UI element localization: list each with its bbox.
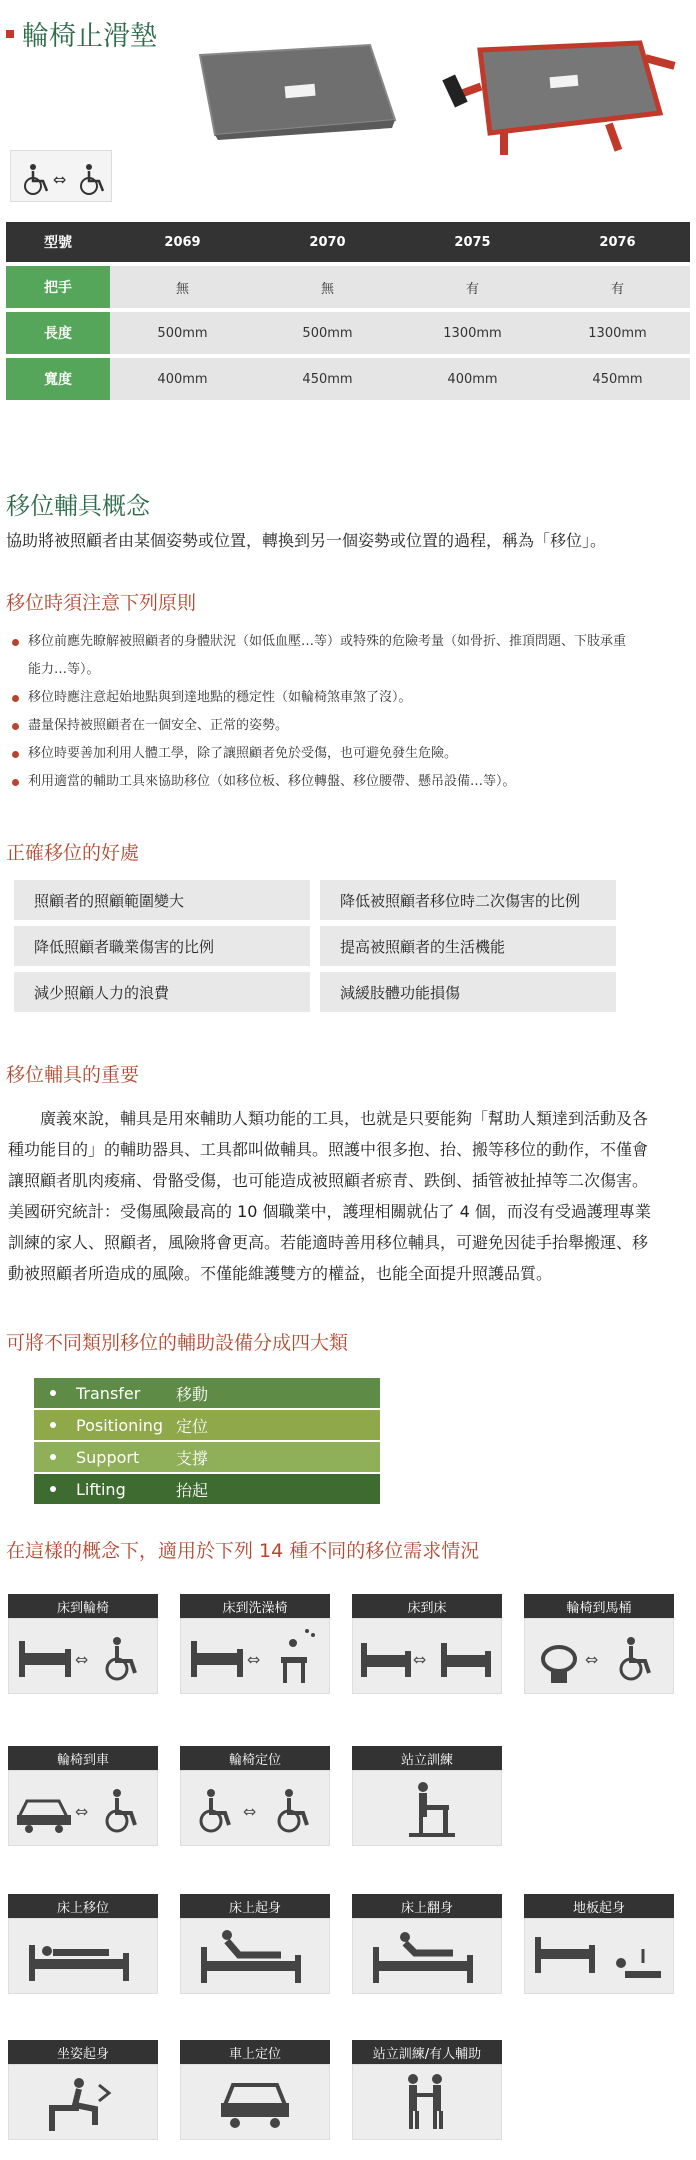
spec-cell: 450mm (592, 371, 643, 387)
category-en: Lifting (76, 1479, 126, 1499)
category-bullet (50, 1422, 56, 1428)
car-positioning-icon (180, 2064, 330, 2140)
situation-label: 床到床 (352, 1594, 502, 1618)
spec-cell: 1300mm (588, 325, 647, 341)
title-bullet (6, 30, 14, 38)
situation-label: 床到洗澡椅 (180, 1594, 330, 1618)
situation-card (180, 1746, 330, 1846)
principle-item: 盡量保持被照顧者在一個安全、正常的姿勢。 (8, 712, 688, 740)
principle-item: 移位時應注意起始地點與到達地點的穩定性（如輪椅煞車煞了沒）。 (8, 684, 688, 712)
importance-line: 美國研究統計：受傷風險最高的 10 個職業中，護理相關就佔了 4 個，而沒有受過護理專業 (8, 1202, 651, 1221)
category-zh: 移動 (176, 1384, 209, 1404)
benefit-item: 減少照顧人力的浪費 (14, 972, 310, 1012)
benefit-item: 減緩肢體功能損傷 (320, 972, 616, 1012)
spec-cell: 400mm (157, 371, 208, 387)
situation-card (180, 2040, 330, 2140)
importance-line: 種功能目的」的輔助器具、工具都叫做輔具。照護中很多抱、抬、搬等移位的動作，不僅會 (8, 1140, 649, 1159)
cushion-image-plain (180, 40, 410, 140)
spec-cell: 400mm (447, 371, 498, 387)
assisted-standing-training-icon (352, 2064, 502, 2140)
sit-up-in-bed-icon (180, 1918, 330, 1994)
category-zh: 支撐 (176, 1448, 209, 1468)
situation-label: 輪椅到馬桶 (524, 1594, 674, 1618)
categories-title: 可將不同類別移位的輔助設備分成四大類 (6, 1332, 349, 1354)
spec-table (6, 222, 690, 404)
spec-cell: 500mm (302, 325, 353, 341)
spec-table-row (6, 266, 690, 308)
category-bullet (50, 1486, 56, 1492)
svg-text:⇔: ⇔ (53, 170, 67, 189)
situation-card (524, 1594, 674, 1694)
svg-text:⇔: ⇔ (75, 1802, 89, 1821)
spec-cell: 有 (610, 281, 624, 297)
benefits-title: 正確移位的好處 (6, 842, 140, 864)
benefit-item: 照顧者的照顧範圍變大 (14, 880, 310, 920)
category-bullet (50, 1454, 56, 1460)
spec-table-header (6, 222, 690, 262)
wheelchair-to-car-icon (8, 1770, 158, 1846)
situation-card (180, 1894, 330, 1994)
situation-label: 站立訓練/有人輔助 (352, 2040, 502, 2064)
situation-card (352, 1746, 502, 1846)
spec-row-label: 寬度 (6, 358, 110, 400)
floor-rising-icon (524, 1918, 674, 1994)
category-lifting (34, 1474, 380, 1504)
situation-label: 床上移位 (8, 1894, 158, 1918)
category-zh: 定位 (176, 1416, 209, 1436)
situation-label: 床上翻身 (352, 1894, 502, 1918)
category-zh: 抬起 (176, 1480, 209, 1500)
svg-text:⇔: ⇔ (585, 1650, 599, 1669)
category-positioning (34, 1410, 380, 1440)
spec-cell: 1300mm (443, 325, 502, 341)
category-bullet (50, 1390, 56, 1396)
category-en: Transfer (76, 1383, 141, 1403)
product-title-text: 輪椅止滑墊 (22, 21, 157, 52)
situation-label: 床到輪椅 (8, 1594, 158, 1618)
situation-card (352, 1894, 502, 1994)
wheelchair-transfer-icon (11, 151, 111, 201)
category-transfer (34, 1378, 380, 1408)
svg-text:⇔: ⇔ (413, 1650, 427, 1669)
situation-label: 輪椅定位 (180, 1746, 330, 1770)
situation-label: 坐姿起身 (8, 2040, 158, 2064)
situation-card (352, 2040, 502, 2140)
benefit-item: 降低被照顧者移位時二次傷害的比例 (320, 880, 616, 920)
standing-training-icon (352, 1770, 502, 1846)
spec-table-row (6, 358, 690, 400)
bed-to-wheelchair-icon (8, 1618, 158, 1694)
cushion-image-handles (440, 38, 680, 158)
spec-cell: 450mm (302, 371, 353, 387)
benefit-item: 提高被照顧者的生活機能 (320, 926, 616, 966)
importance-line: 訓練的家人、照顧者，風險將會更高。若能適時善用移位輔具，可避免因徒手抬舉搬運、移 (8, 1233, 649, 1252)
spec-row-label: 長度 (6, 312, 110, 354)
principle-item-continued: 能力…等）。 (28, 662, 100, 677)
situation-card (352, 1594, 502, 1694)
situations-title: 在這樣的概念下，適用於下列 14 種不同的移位需求情況 (6, 1540, 480, 1562)
spec-header-cell: 2069 (164, 234, 201, 250)
spec-cell: 無 (175, 281, 189, 297)
situation-label: 地板起身 (524, 1894, 674, 1918)
importance-line: 讓照顧者肌肉痠痛、骨骼受傷，也可能造成被照顧者瘀青、跌倒、插管被扯掉等二次傷害。 (8, 1171, 649, 1190)
wheelchair-transfer-icon-box (10, 150, 112, 202)
product-title (6, 14, 157, 53)
category-en: Positioning (76, 1415, 164, 1435)
situation-label: 輪椅到車 (8, 1746, 158, 1770)
situation-label: 車上定位 (180, 2040, 330, 2064)
spec-header-cell: 2075 (454, 234, 491, 250)
bed-to-shower-chair-icon (180, 1618, 330, 1694)
importance-title: 移位輔具的重要 (6, 1064, 140, 1086)
situation-card (8, 1894, 158, 1994)
svg-text:⇔: ⇔ (243, 1802, 257, 1821)
turning-in-bed-icon (352, 1918, 502, 1994)
sit-to-stand-icon (8, 2064, 158, 2140)
wheelchair-to-toilet-icon (524, 1618, 674, 1694)
situation-card (180, 1594, 330, 1694)
situation-card (8, 1746, 158, 1846)
category-en: Support (76, 1447, 140, 1467)
principles-list (8, 628, 688, 796)
spec-cell: 無 (320, 281, 334, 297)
situation-card (8, 1594, 158, 1694)
spec-row-label: 把手 (6, 266, 110, 308)
situation-label: 床上起身 (180, 1894, 330, 1918)
principle-item: 利用適當的輔助工具來協助移位（如移位板、移位轉盤、移位腰帶、懸吊設備…等）。 (8, 768, 688, 796)
importance-line: 動被照顧者所造成的風險。不僅能維護雙方的權益，也能全面提升照護品質。 (8, 1264, 553, 1283)
spec-table-row (6, 312, 690, 354)
category-support (34, 1442, 380, 1472)
spec-header-cell: 2070 (309, 234, 346, 250)
importance-line: 廣義來說，輔具是用來輔助人類功能的工具，也就是只要能夠「幫助人類達到活動及各 (8, 1109, 649, 1128)
svg-text:⇔: ⇔ (247, 1650, 261, 1669)
spec-header-cell: 型號 (44, 235, 72, 251)
importance-paragraph (8, 1103, 688, 1289)
principle-item: 移位時要善加利用人體工學，除了讓照顧者免於受傷，也可避免發生危險。 (8, 740, 688, 768)
situation-label: 站立訓練 (352, 1746, 502, 1770)
spec-cell: 500mm (157, 325, 208, 341)
spec-header-cell: 2076 (599, 234, 636, 250)
principle-item: 移位前應先瞭解被照顧者的身體狀況（如低血壓…等）或特殊的危險考量（如骨折、推頂問題、下肢承重 (8, 628, 688, 656)
spec-cell: 有 (465, 281, 479, 297)
benefit-item: 降低照顧者職業傷害的比例 (14, 926, 310, 966)
svg-text:⇔: ⇔ (75, 1650, 89, 1669)
bed-to-bed-icon (352, 1618, 502, 1694)
situation-card (8, 2040, 158, 2140)
situation-card (524, 1894, 674, 1994)
principles-title: 移位時須注意下列原則 (6, 592, 197, 614)
bed-repositioning-icon (8, 1918, 158, 1994)
concept-title: 移位輔具概念 (6, 492, 150, 520)
wheelchair-positioning-icon (180, 1770, 330, 1846)
concept-description: 協助將被照顧者由某個姿勢或位置，轉換到另一個姿勢或位置的過程，稱為「移位」。 (6, 531, 607, 550)
